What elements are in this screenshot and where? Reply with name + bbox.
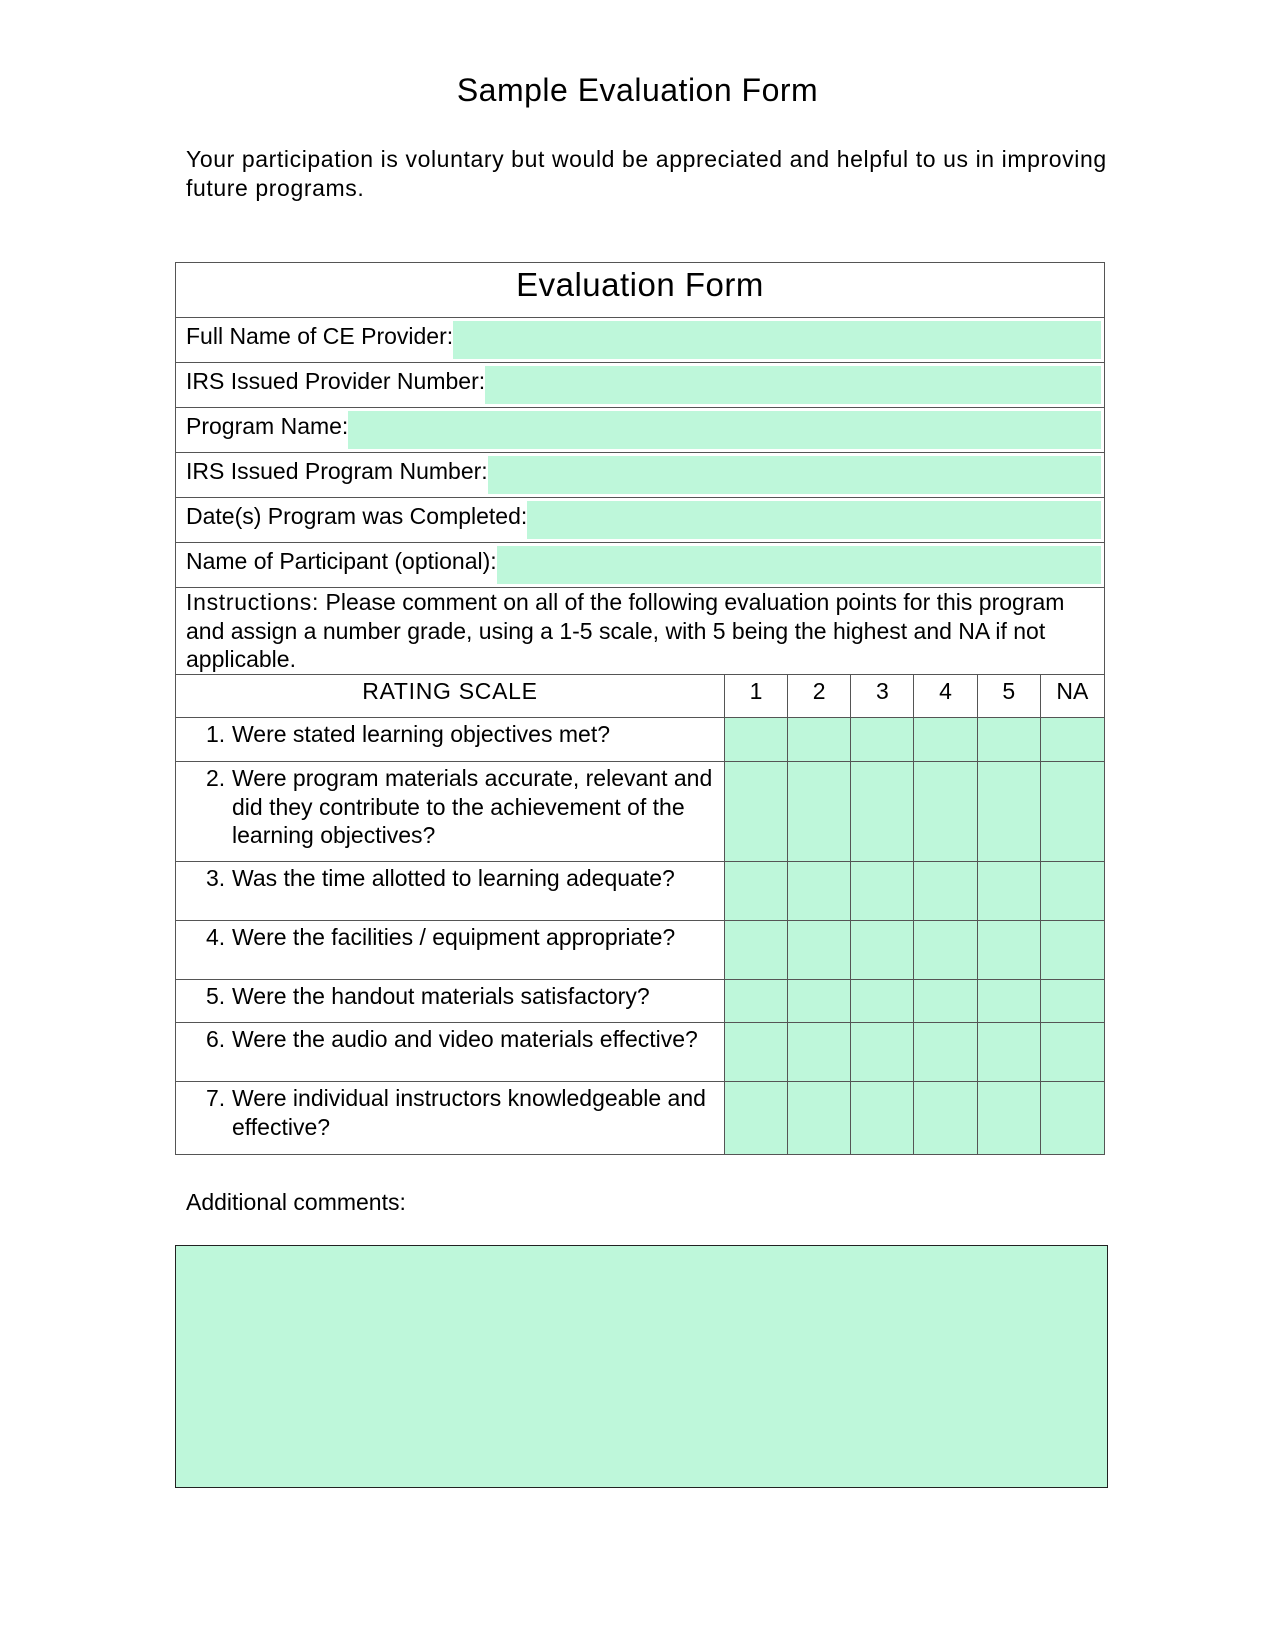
question-text: Were program materials accurate, relevant and did they contribute to the achievement of the learning objectives? xyxy=(232,765,713,848)
question-item xyxy=(176,980,724,1011)
question-number: 6. xyxy=(206,1026,226,1052)
rating-input-q6-2[interactable] xyxy=(788,1023,851,1081)
comments-label: Additional comments: xyxy=(186,1189,406,1215)
rating-input-q3-1[interactable] xyxy=(725,862,788,920)
question-cell xyxy=(176,862,725,920)
question-cell xyxy=(176,762,725,861)
question-row xyxy=(176,921,1104,980)
completion-dates-input[interactable] xyxy=(527,501,1101,539)
question-item xyxy=(176,921,724,952)
rating-input-q1-na[interactable] xyxy=(1041,718,1104,761)
program-name-input[interactable] xyxy=(348,411,1101,449)
rating-input-q4-2[interactable] xyxy=(788,921,851,979)
rating-input-q4-1[interactable] xyxy=(725,921,788,979)
field-row-program-number xyxy=(176,453,1104,498)
field-label: IRS Issued Program Number: xyxy=(186,458,488,484)
rating-input-q1-4[interactable] xyxy=(914,718,977,761)
question-row xyxy=(176,762,1104,862)
rating-input-q3-2[interactable] xyxy=(788,862,851,920)
rating-input-q7-3[interactable] xyxy=(851,1082,914,1154)
rating-input-q6-1[interactable] xyxy=(725,1023,788,1081)
rating-input-q4-3[interactable] xyxy=(851,921,914,979)
question-item xyxy=(176,862,724,893)
question-number: 4. xyxy=(206,924,226,950)
question-row xyxy=(176,1082,1104,1154)
rating-input-q6-5[interactable] xyxy=(978,1023,1041,1081)
rating-input-q5-na[interactable] xyxy=(1041,980,1104,1022)
provider-name-input[interactable] xyxy=(453,321,1101,359)
evaluation-form xyxy=(175,262,1105,1155)
instructions-lead: Instructions: xyxy=(186,589,320,615)
question-row xyxy=(176,980,1104,1023)
rating-input-q7-1[interactable] xyxy=(725,1082,788,1154)
program-number-input[interactable] xyxy=(488,456,1101,494)
rating-input-q4-na[interactable] xyxy=(1041,921,1104,979)
question-text: Were the handout materials satisfactory? xyxy=(232,983,650,1009)
question-cell xyxy=(176,1023,725,1081)
field-label: Name of Participant (optional): xyxy=(186,548,497,574)
rating-col-3: 3 xyxy=(851,675,914,717)
rating-input-q2-1[interactable] xyxy=(725,762,788,861)
question-text: Were the audio and video materials effective? xyxy=(232,1026,698,1052)
instructions xyxy=(176,588,1104,675)
rating-input-q3-na[interactable] xyxy=(1041,862,1104,920)
question-row xyxy=(176,718,1104,762)
rating-col-2: 2 xyxy=(788,675,851,717)
rating-col-na: NA xyxy=(1056,678,1089,704)
field-row-program-name xyxy=(176,408,1104,453)
rating-input-q5-4[interactable] xyxy=(914,980,977,1022)
question-item xyxy=(176,762,724,850)
rating-input-q1-2[interactable] xyxy=(788,718,851,761)
provider-number-input[interactable] xyxy=(485,366,1101,404)
rating-input-q5-1[interactable] xyxy=(725,980,788,1022)
rating-input-q5-3[interactable] xyxy=(851,980,914,1022)
question-number: 5. xyxy=(206,983,226,1009)
question-number: 1. xyxy=(206,721,226,747)
question-item xyxy=(176,1082,724,1141)
question-number: 3. xyxy=(206,865,226,891)
question-row xyxy=(176,1023,1104,1082)
rating-input-q5-2[interactable] xyxy=(788,980,851,1022)
rating-input-q4-5[interactable] xyxy=(978,921,1041,979)
field-row-completion-dates xyxy=(176,498,1104,543)
instructions-body: Please comment on all of the following evaluation points for this program and assign a number grade, using a 1-5 scale, with 5 being the highest and NA if not applicable. xyxy=(186,589,1065,672)
intro-text: Your participation is voluntary but would be appreciated and helpful to us in improving future programs. xyxy=(186,146,1107,201)
page-title: Sample Evaluation Form xyxy=(456,72,819,108)
rating-input-q6-na[interactable] xyxy=(1041,1023,1104,1081)
question-cell xyxy=(176,1082,725,1154)
form-header: Evaluation Form xyxy=(176,263,1104,318)
rating-input-q5-5[interactable] xyxy=(978,980,1041,1022)
question-text: Were individual instructors knowledgeable and effective? xyxy=(232,1085,706,1140)
rating-scale-header: RATING SCALE xyxy=(176,675,725,717)
rating-input-q3-3[interactable] xyxy=(851,862,914,920)
rating-col-1: 1 xyxy=(725,675,788,717)
rating-input-q1-3[interactable] xyxy=(851,718,914,761)
rating-input-q2-5[interactable] xyxy=(978,762,1041,861)
rating-input-q7-na[interactable] xyxy=(1041,1082,1104,1154)
question-text: Were stated learning objectives met? xyxy=(232,721,610,747)
rating-input-q7-4[interactable] xyxy=(914,1082,977,1154)
question-cell xyxy=(176,921,725,979)
rating-input-q1-1[interactable] xyxy=(725,718,788,761)
rating-header-row xyxy=(176,675,1104,718)
field-label: IRS Issued Provider Number: xyxy=(186,368,486,394)
question-number: 7. xyxy=(206,1085,226,1111)
field-label: Date(s) Program was Completed: xyxy=(186,503,528,529)
question-cell xyxy=(176,980,725,1022)
question-cell xyxy=(176,718,725,761)
field-row-provider-name xyxy=(176,318,1104,363)
field-label: Full Name of CE Provider: xyxy=(186,323,454,349)
additional-comments-input[interactable] xyxy=(175,1245,1108,1488)
rating-input-q2-4[interactable] xyxy=(914,762,977,861)
question-item xyxy=(176,718,724,749)
question-item xyxy=(176,1023,724,1054)
rating-input-q3-4[interactable] xyxy=(914,862,977,920)
rating-input-q2-3[interactable] xyxy=(851,762,914,861)
rating-input-q1-5[interactable] xyxy=(978,718,1041,761)
rating-input-q4-4[interactable] xyxy=(914,921,977,979)
rating-input-q2-na[interactable] xyxy=(1041,762,1104,861)
rating-input-q6-4[interactable] xyxy=(914,1023,977,1081)
participant-name-input[interactable] xyxy=(497,546,1101,584)
field-label: Program Name: xyxy=(186,413,349,439)
rating-input-q7-2[interactable] xyxy=(788,1082,851,1154)
rating-input-q6-3[interactable] xyxy=(851,1023,914,1081)
question-text: Were the facilities / equipment appropriate? xyxy=(232,924,676,950)
rating-col-4: 4 xyxy=(914,675,977,717)
field-row-participant-name xyxy=(176,543,1104,588)
field-row-provider-number xyxy=(176,363,1104,408)
rating-input-q2-2[interactable] xyxy=(788,762,851,861)
question-row xyxy=(176,862,1104,921)
rating-input-q3-5[interactable] xyxy=(978,862,1041,920)
rating-col-5: 5 xyxy=(978,675,1041,717)
question-text: Was the time allotted to learning adequate? xyxy=(232,865,675,891)
rating-input-q7-5[interactable] xyxy=(978,1082,1041,1154)
question-number: 2. xyxy=(206,765,226,791)
